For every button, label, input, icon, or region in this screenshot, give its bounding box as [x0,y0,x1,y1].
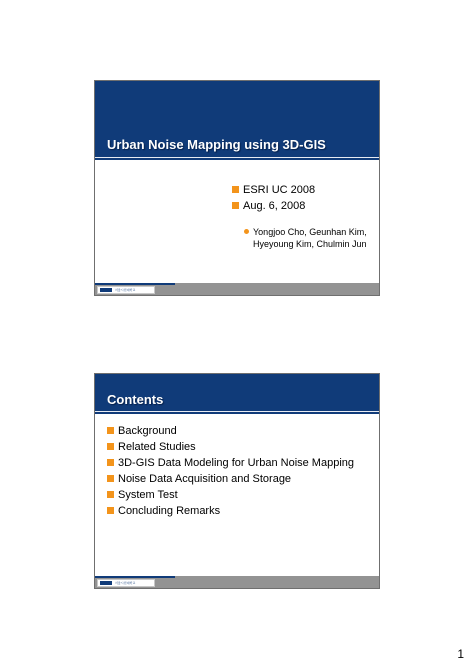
square-bullet-icon [107,507,114,514]
author-line: Yongjoo Cho, Geunhan Kim, [253,227,367,237]
slide-2-footer [95,576,379,588]
university-logo [97,579,155,587]
author-item [242,226,367,250]
square-bullet-icon [107,443,114,450]
footer-accent [95,576,175,578]
slide-1-bullet-list [232,182,315,214]
list-item [232,198,315,214]
square-bullet-icon [107,459,114,466]
logo-text: 서울시립대학교 [115,581,136,585]
bullet-text: Noise Data Acquisition and Storage [118,473,292,485]
slide-1-title: Urban Noise Mapping using 3D-GIS [107,137,326,152]
bullet-text: 3D-GIS Data Modeling for Urban Noise Mapping [118,457,355,469]
bullet-text: Concluding Remarks [118,505,221,517]
square-bullet-icon [232,202,239,209]
list-item [107,503,354,519]
logo-mark-icon [100,581,112,585]
list-item [107,423,354,439]
bullet-text: Background [118,425,177,437]
slide-2-bullet-list [107,423,354,519]
bullet-text: Related Studies [118,441,196,453]
slide-1-author-list [242,226,367,250]
header-rule [95,411,379,412]
bullet-text: System Test [118,489,178,501]
square-bullet-icon [232,186,239,193]
bullet-text: Aug. 6, 2008 [243,200,306,212]
square-bullet-icon [107,475,114,482]
list-item [107,439,354,455]
square-bullet-icon [107,491,114,498]
logo-text: 서울시립대학교 [115,288,136,292]
header-rule [95,157,379,158]
slide-2 [94,373,380,589]
list-item [107,455,354,471]
list-item [107,487,354,503]
square-bullet-icon [107,427,114,434]
footer-accent [95,283,175,285]
dot-bullet-icon [244,229,249,234]
slide-1 [94,80,380,296]
slide-2-title: Contents [107,392,164,407]
list-item [107,471,354,487]
slide-1-footer [95,283,379,295]
page-number: 1 [457,647,464,661]
bullet-text: ESRI UC 2008 [243,184,316,196]
logo-mark-icon [100,288,112,292]
list-item [232,182,315,198]
author-line: Hyeyoung Kim, Chulmin Jun [253,239,367,249]
university-logo [97,286,155,294]
